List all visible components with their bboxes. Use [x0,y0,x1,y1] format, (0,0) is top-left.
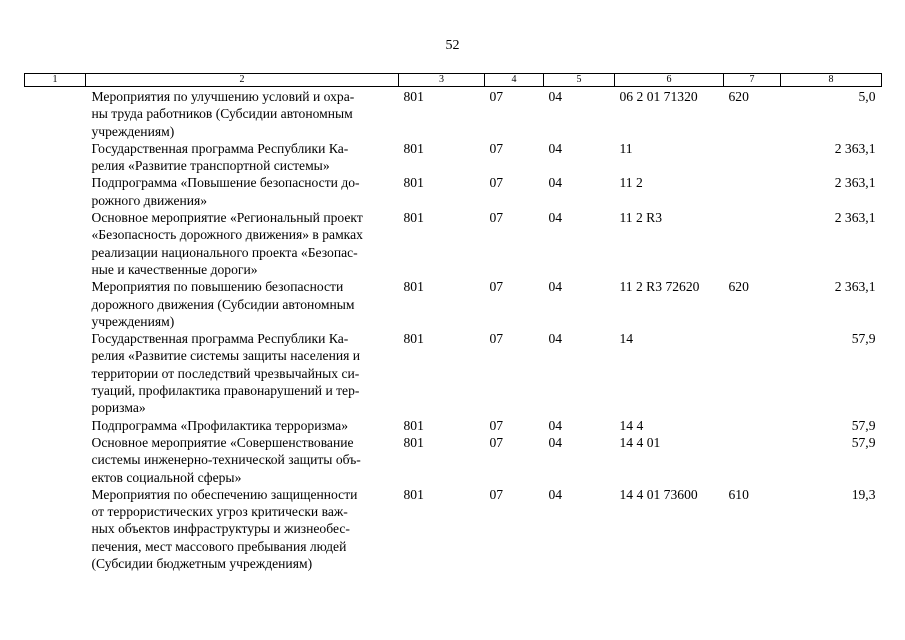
cell-1 [25,417,86,434]
cell-1 [25,278,86,330]
amount: 2 363,1 [834,210,876,226]
subsection-code: 04 [548,434,563,450]
amount: 2 363,1 [834,175,876,191]
cell-1 [25,330,86,416]
target-article-code: 11 2 R3 72620 [619,279,700,295]
subsection-code: 04 [548,331,563,347]
item-name: Основное мероприятие «Региональный проект «Безопасность дорожного движения» в рамках реализации национального проекта «Безопас- ные и качественные дороги» [91,210,363,277]
section-code: 07 [489,210,504,226]
table-row [25,278,882,330]
budget-table [24,73,882,572]
expense-type-code [724,330,781,416]
amount: 2 363,1 [834,140,876,156]
ministry-code: 801 [403,434,424,450]
cell-1 [25,486,86,572]
table-row [25,434,882,486]
ministry-code: 801 [403,417,424,433]
expense-type-code: 620 [728,279,749,295]
col-header-1: 1 [25,74,86,87]
table-row [25,140,882,175]
item-name: Подпрограмма «Повышение безопасности до- рожного движения» [91,175,360,208]
section-code: 07 [489,331,504,347]
ministry-code: 801 [403,89,424,104]
col-header-4: 4 [485,74,544,87]
amount: 5,0 [858,89,876,104]
section-code: 07 [489,140,504,156]
item-name: Мероприятия по повышению безопасности дорожного движения (Субсидии автономным учреждениям) [91,279,355,329]
ministry-code: 801 [403,210,424,226]
amount: 2 363,1 [834,279,876,295]
subsection-code: 04 [548,140,563,156]
target-article-code: 06 2 01 71320 [619,89,698,104]
cell-1 [25,140,86,175]
ministry-code: 801 [403,486,424,502]
subsection-code: 04 [548,89,563,104]
ministry-code: 801 [403,279,424,295]
table-row [25,174,882,209]
section-code: 07 [489,417,504,433]
cell-1 [25,209,86,278]
cell-1 [25,87,86,140]
section-code: 07 [489,175,504,191]
target-article-code: 11 2 [619,175,643,191]
subsection-code: 04 [548,210,563,226]
table-row [25,330,882,416]
col-header-8: 8 [781,74,882,87]
expense-type-code [724,434,781,486]
item-name: Мероприятия по улучшению условий и охра- ны труда работников (Субсидии автономным учреждениям) [91,89,355,139]
target-article-code: 14 4 01 73600 [619,486,698,502]
section-code: 07 [489,279,504,295]
item-name: Государственная программа Республики Ка- релия «Развитие транспортной системы» [91,140,349,174]
target-article-code: 14 4 [619,417,644,433]
cell-1 [25,434,86,486]
section-code: 07 [489,486,504,502]
col-header-5: 5 [544,74,615,87]
target-article-code: 14 [619,331,634,347]
target-article-code: 14 4 01 [619,434,661,450]
ministry-code: 801 [403,140,424,156]
col-header-6: 6 [615,74,724,87]
table-row [25,209,882,278]
section-code: 07 [489,434,504,450]
amount: 57,9 [851,434,876,450]
expense-type-code [724,417,781,434]
col-header-7: 7 [724,74,781,87]
subsection-code: 04 [548,486,563,502]
expense-type-code [724,174,781,209]
ministry-code: 801 [403,175,424,191]
subsection-code: 04 [548,279,563,295]
expense-type-code [724,140,781,175]
amount: 57,9 [851,417,876,433]
col-header-2: 2 [86,74,399,87]
table-row [25,87,882,140]
item-name: Государственная программа Республики Ка- релия «Развитие системы защиты населения и территории от последствий чрезвычайных си- туаций, профилактика правонарушений и тер- роризма» [91,331,361,416]
target-article-code: 11 2 R3 [619,210,663,226]
expense-type-code: 610 [728,486,749,502]
cell-1 [25,174,86,209]
item-name: Основное мероприятие «Совершенствование системы инженерно-технической защиты объ- ектов социальной сферы» [91,434,361,485]
subsection-code: 04 [548,417,563,433]
column-number-header [25,74,882,87]
amount: 57,9 [851,331,876,347]
table-body [25,87,882,573]
item-name: Подпрограмма «Профилактика терроризма» [91,417,348,433]
target-article-code: 11 [619,140,633,156]
section-code: 07 [489,89,504,104]
table-row [25,417,882,434]
expense-type-code: 620 [728,89,749,104]
page-number: 52 [445,38,460,53]
subsection-code: 04 [548,175,563,191]
col-header-3: 3 [399,74,485,87]
table-row [25,486,882,572]
amount: 19,3 [851,486,876,502]
item-name: Мероприятия по обеспечению защищенности от террористических угроз критически важ- ных объектов инфраструктуры и жизнеобес- печения, мест массового пребывания людей (Субсидии бюджетным учреждениям) [91,486,358,572]
expense-type-code [724,209,781,278]
ministry-code: 801 [403,331,424,347]
